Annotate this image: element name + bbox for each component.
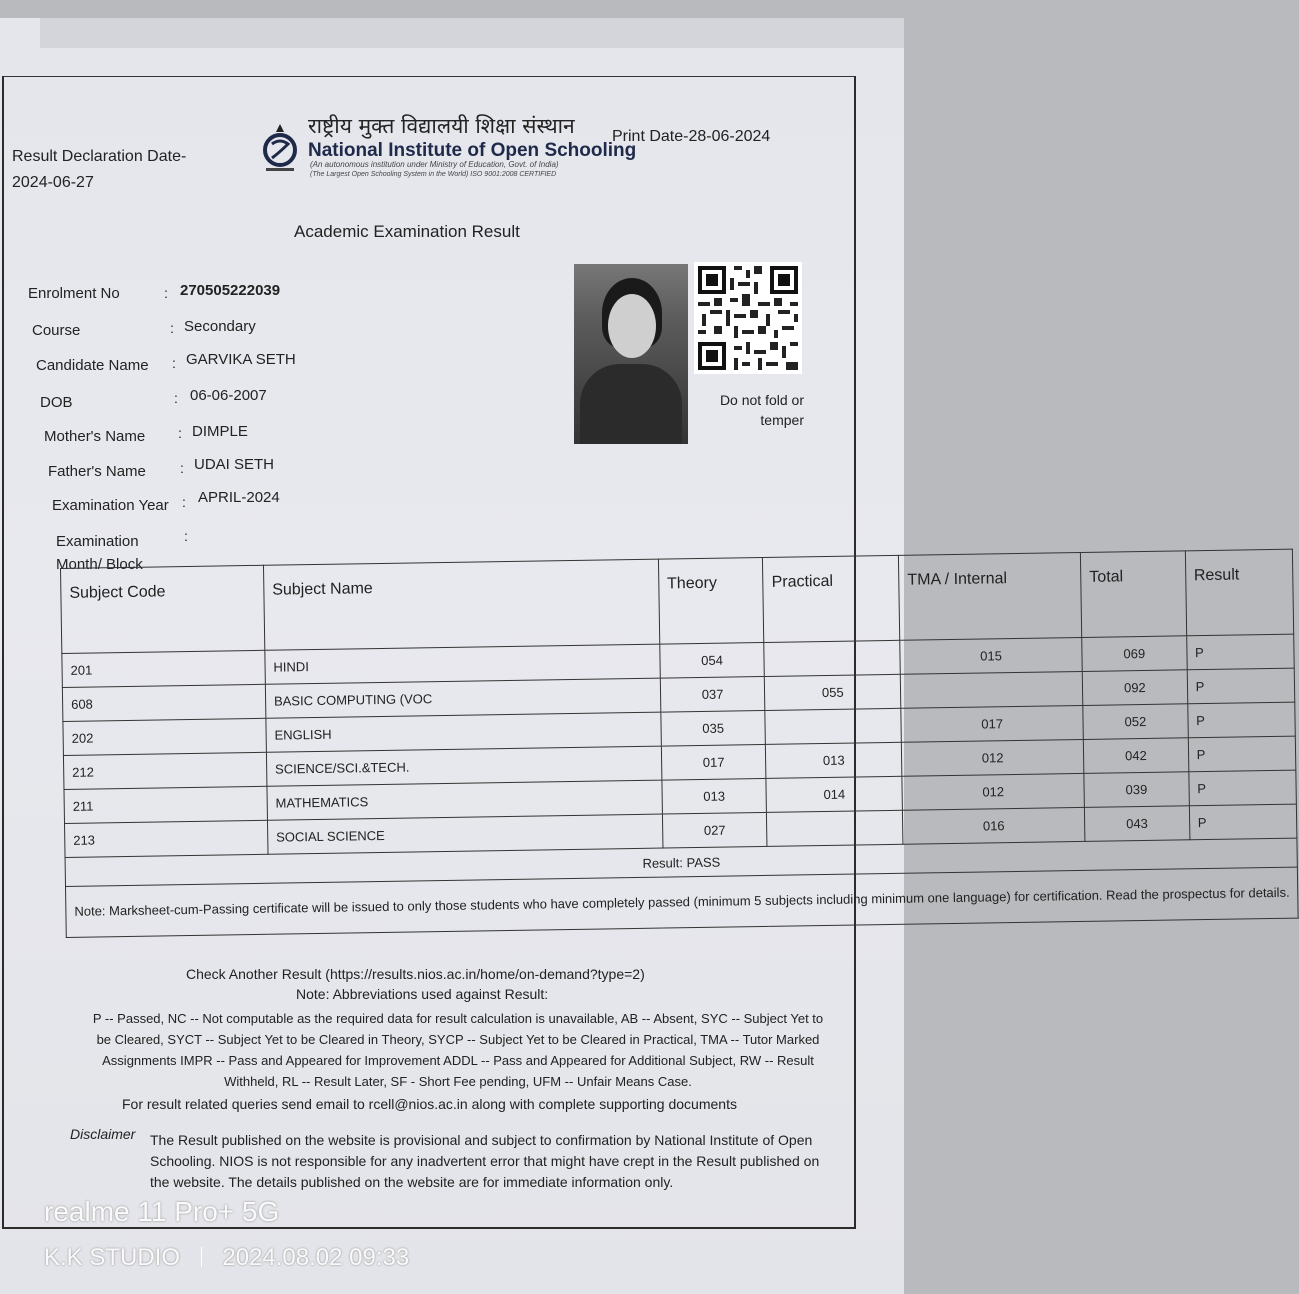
cell-result: P: [1186, 634, 1294, 670]
institute-hindi-name: राष्ट्रीय मुक्त विद्यालयी शिक्षा संस्थान: [308, 114, 575, 138]
detail-value-enrolment: 270505222039: [180, 282, 281, 299]
overall-result: Result: PASS: [65, 838, 1298, 886]
cell-practical: [764, 640, 900, 676]
header-tma: TMA / Internal: [899, 552, 1082, 640]
declaration-label: Result Declaration Date-: [12, 148, 187, 165]
cell-result: P: [1189, 804, 1297, 840]
header-theory: Theory: [658, 557, 764, 644]
cell-name: ENGLISH: [266, 712, 661, 752]
header-total: Total: [1080, 551, 1186, 638]
detail-value-father: UDAI SETH: [194, 456, 275, 473]
cell-name: SCIENCE/SCI.&TECH.: [266, 746, 661, 786]
cell-name: BASIC COMPUTING (VOC: [265, 678, 660, 718]
paper-shadow: [40, 18, 904, 48]
photo-timestamp: 2024.08.02 09:33: [222, 1244, 410, 1271]
declaration-block: [12, 144, 186, 196]
cell-code: 201: [62, 650, 265, 687]
header-subject-name: Subject Name: [263, 559, 659, 650]
header-result: Result: [1185, 549, 1294, 636]
institute-tagline: (The Largest Open Schooling System in the World) ISO 9001:2008 CERTIFIED: [310, 171, 557, 178]
cell-theory: 054: [660, 642, 765, 678]
device-watermark: realme 11 Pro+ 5G: [44, 1196, 280, 1227]
nios-logo-icon: [262, 122, 298, 174]
detail-label-course: Course: [32, 322, 81, 339]
cell-theory: 027: [662, 812, 767, 848]
cell-practical: 055: [765, 674, 901, 710]
cell-theory: 037: [660, 676, 765, 712]
detail-separator: :: [184, 528, 188, 544]
detail-separator: :: [178, 425, 182, 441]
cell-result: P: [1187, 702, 1295, 738]
cell-name: MATHEMATICS: [267, 780, 662, 820]
cell-practical: [767, 810, 903, 846]
detail-value-dob: 06-06-2007: [190, 387, 267, 404]
cell-result: P: [1188, 770, 1296, 806]
detail-label-dob: DOB: [40, 394, 73, 411]
cell-total: 042: [1083, 738, 1188, 774]
studio-watermark: [44, 1244, 409, 1272]
declaration-date: 2024-06-27: [12, 174, 94, 191]
print-date: Print Date-28-06-2024: [612, 128, 771, 145]
cell-theory: 017: [661, 744, 766, 780]
cell-tma: 016: [903, 807, 1085, 844]
detail-separator: :: [182, 494, 186, 510]
cell-name: SOCIAL SCIENCE: [267, 814, 662, 854]
fold-note: Do not fold or temper: [719, 392, 804, 428]
cell-result: P: [1187, 668, 1295, 704]
cell-total: 052: [1083, 704, 1188, 740]
detail-label-exam-block: Examination Month/ Block: [56, 533, 143, 573]
detail-label-mother: Mother's Name: [44, 428, 146, 445]
abbreviation-title: Note: Abbreviations used against Result:: [296, 986, 549, 1002]
header-subject-code: Subject Code: [61, 565, 265, 653]
detail-label-father: Father's Name: [48, 463, 146, 480]
qr-code-icon: [694, 262, 802, 374]
cell-tma: 012: [902, 773, 1084, 810]
detail-value-mother: DIMPLE: [192, 423, 248, 440]
document-title: Academic Examination Result: [294, 222, 520, 241]
abbreviation-list: P -- Passed, NC -- Not computable as the required data for result calculation is unavailable, AB -- Absent, SYC -- Subject Yet to be Cleared, SYCT -- Subject Yet to be Cleared in Theory, SYCP -- Subject Yet to be Cleared in Practical, TMA -- Tutor Marked Assignments IMPR -- Pass and Appeared for Improvement ADDL -- Pass and Appeared for Additional Subject, RW -- Result Withheld, RL -- Result Later, SF - Short Fee pending, UFM -- Unfair Means Case.: [92, 1011, 824, 1089]
marksheet-note: Note: Marksheet-cum-Passing certificate will be issued to only those students who have completely passed (minimum 5 subjects including minimum one language) for certification. Read the prospectus for details.: [66, 867, 1299, 937]
cell-result: P: [1188, 736, 1296, 772]
cell-tma: [900, 671, 1082, 708]
cell-theory: 035: [661, 710, 766, 746]
detail-separator: :: [170, 320, 174, 336]
cell-theory: 013: [662, 778, 767, 814]
detail-label-exam-year: Examination Year: [52, 497, 169, 514]
studio-name: K.K STUDIO: [44, 1244, 181, 1271]
cell-total: 039: [1084, 772, 1189, 808]
cell-practical: [765, 708, 901, 744]
watermark-divider: [201, 1247, 202, 1267]
detail-separator: :: [174, 390, 178, 406]
cell-total: 092: [1082, 670, 1187, 706]
cell-code: 213: [65, 820, 268, 857]
result-table: [60, 549, 1299, 938]
cell-tma: 017: [901, 705, 1083, 742]
cell-total: 069: [1082, 636, 1187, 672]
cell-tma: 015: [900, 637, 1082, 674]
disclaimer-label: Disclaimer: [70, 1126, 136, 1142]
cell-practical: 014: [766, 776, 902, 812]
cell-tma: 012: [901, 739, 1083, 776]
query-note: For result related queries send email to rcell@nios.ac.in along with complete supporting documents: [122, 1096, 737, 1112]
detail-label-candidate: Candidate Name: [36, 357, 149, 374]
institute-subtitle: (An autonomous institution under Ministry of Education, Govt. of India): [310, 160, 559, 169]
detail-value-candidate: GARVIKA SETH: [186, 351, 296, 368]
cell-total: 043: [1084, 806, 1189, 842]
check-another-result[interactable]: Check Another Result (https://results.nios.ac.in/home/on-demand?type=2): [186, 966, 645, 982]
cell-code: 202: [63, 718, 266, 755]
cell-name: HINDI: [265, 644, 660, 684]
detail-separator: :: [164, 285, 168, 301]
cell-code: 212: [63, 752, 266, 789]
detail-value-exam-year: APRIL-2024: [198, 489, 280, 506]
institute-english-name: National Institute of Open Schooling: [308, 140, 637, 161]
disclaimer-text: The Result published on the website is provisional and subject to confirmation by National Institute of Open Schooling. NIOS is not responsible for any inadvertent error that might have crept in the Result published on the website. The details published on the website are for immediate information only.: [150, 1132, 820, 1190]
header-practical: Practical: [763, 555, 900, 642]
cell-practical: 013: [766, 742, 902, 778]
detail-label-enrolment: Enrolment No: [28, 285, 120, 302]
cell-code: 211: [64, 786, 267, 823]
detail-value-course: Secondary: [184, 318, 256, 335]
detail-separator: :: [172, 355, 176, 371]
candidate-photo: [574, 264, 688, 444]
cell-code: 608: [62, 684, 265, 721]
detail-separator: :: [180, 460, 184, 476]
